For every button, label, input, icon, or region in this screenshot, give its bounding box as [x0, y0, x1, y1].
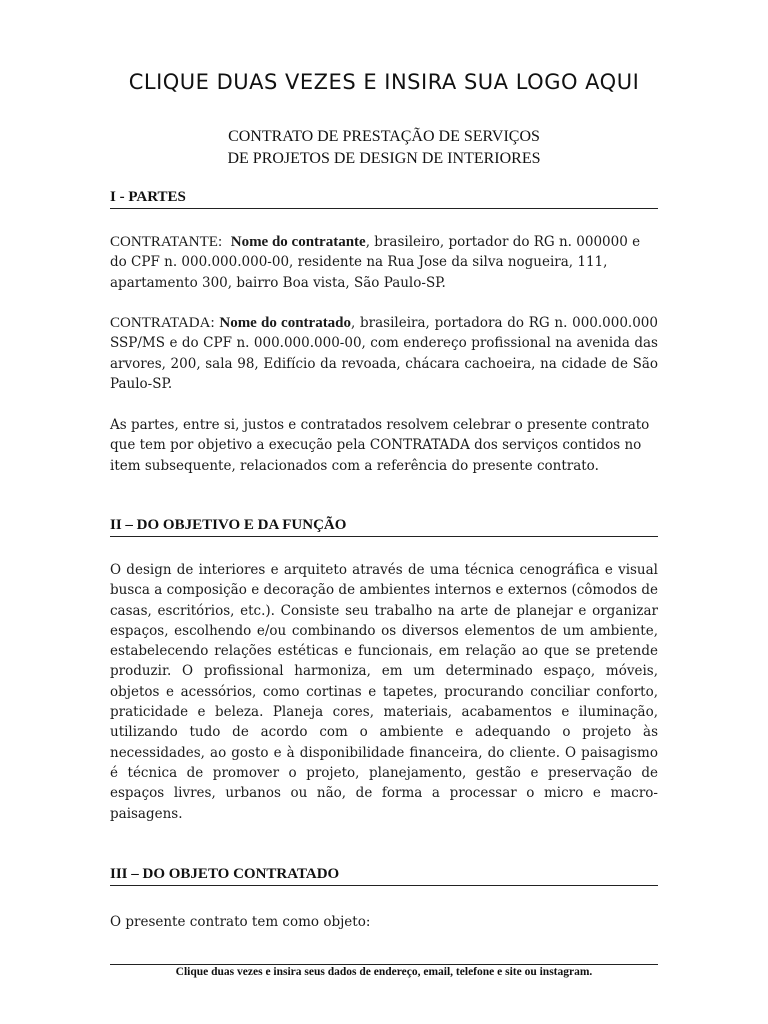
- logo-placeholder[interactable]: CLIQUE DUAS VEZES E INSIRA SUA LOGO AQUI: [128, 70, 640, 94]
- partes-paragraph: As partes, entre si, justos e contratados resolvem celebrar o presente contrato que tem por objetivo a execução pela CONTRATADA dos serviços contidos no item subsequente, relacionados com a referência do presente contrato.: [110, 417, 650, 474]
- footer-divider: [110, 964, 658, 965]
- contratada-name: Nome do contratado: [219, 315, 352, 331]
- document-title: [0, 126, 768, 170]
- title-line-1: CONTRATO DE PRESTAÇÃO DE SERVIÇOS: [228, 128, 540, 145]
- footer-text[interactable]: Clique duas vezes e insira seus dados de endereço, email, telefone e site ou instagram.: [175, 966, 593, 978]
- contratante-paragraph: [110, 232, 658, 293]
- title-line-2: DE PROJETOS DE DESIGN DE INTERIORES: [227, 150, 541, 167]
- objeto-paragraph: O presente contrato tem como objeto:: [110, 914, 371, 930]
- objetivo-paragraph: O design de interiores e arquiteto através de uma técnica cenográfica e visual busca a composição e decoração de ambientes internos e externos (cômodos de casas, escritórios, etc.). Consiste seu trabalho na arte de planejar e organizar espaços, escolhendo e/ou combinando os diversos elementos de um ambiente, estabelecendo relações estéticas e funcionais, em relação ao que se pretende produzir. O profissional harmoniza, em um determinado espaço, móveis, objetos e acessórios, como cortinas e tapetes, procurando conciliar conforto, praticidade e beleza. Planeja cores, materiais, acabamentos e iluminação, utilizando tudo de acordo com o ambiente e adequando o projeto às necessidades, ao gosto e à disponibilidade financeira, do cliente. O paisagismo é técnica de promover o projeto, planejamento, gestão e preservação de espaços livres, urbanos ou não, de forma a processar o micro e macro-paisagens.: [110, 562, 658, 822]
- contratada-paragraph: [110, 313, 658, 394]
- contratada-label: CONTRATADA:: [110, 315, 215, 331]
- section-heading-objetivo: II – DO OBJETIVO E DA FUNÇÃO: [110, 517, 658, 537]
- contratada-text: , brasileira, portadora do RG n. 000.000.000 SSP/MS e do CPF n. 000.000.000-00, com endereço profissional na avenida das arvores, 200, sala 98, Edifício da revoada, chácara cachoeira, na cidade de São Paulo-SP.: [110, 315, 658, 392]
- contratante-text: , brasileiro, portador do RG n. 000000 e do CPF n. 000.000.000-00, residente na Rua Jose da silva nogueira, 111, apartamento 300, bairro Boa vista, São Paulo-SP.: [110, 234, 641, 291]
- section-heading-objeto: III – DO OBJETO CONTRATADO: [110, 866, 658, 886]
- contratante-label: CONTRATANTE:: [110, 234, 223, 250]
- contratante-name: Nome do contratante: [230, 234, 366, 250]
- section-heading-partes: I - PARTES: [110, 189, 658, 209]
